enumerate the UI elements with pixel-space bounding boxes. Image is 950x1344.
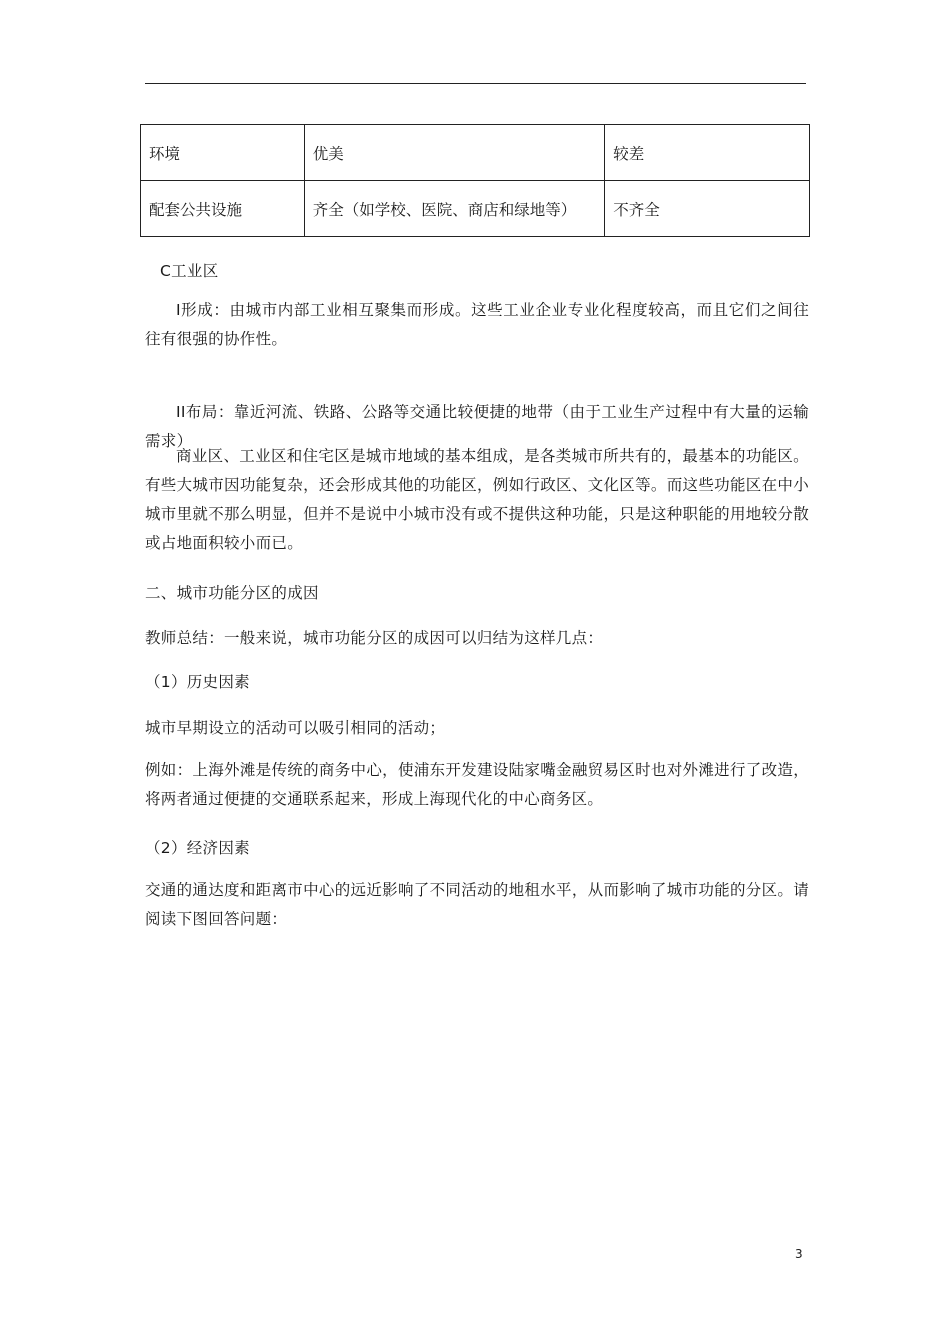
factor-2-heading: （2）经济因素 — [145, 839, 250, 857]
table-cell: 齐全（如学校、医院、商店和绿地等） — [304, 181, 605, 237]
paragraph-factor-2: 交通的通达度和距离市中心的远近影响了不同活动的地租水平，从而影响了城市功能的分区。请阅读下图回答问题： — [145, 881, 809, 928]
table-cell: 优美 — [304, 125, 605, 181]
table-cell: 配套公共设施 — [141, 181, 305, 237]
paragraph-layout: II布局：靠近河流、铁路、公路等交通比较便捷的地带（由于工业生产过程中有大量的运输需求） — [145, 403, 809, 450]
header-rule — [145, 83, 806, 84]
table-row — [141, 181, 810, 237]
table-cell: 较差 — [605, 125, 810, 181]
paragraph-teacher-summary: 教师总结：一般来说，城市功能分区的成因可以归结为这样几点： — [145, 629, 604, 647]
paragraph-summary: 商业区、工业区和住宅区是城市地域的基本组成，是各类城市所共有的，最基本的功能区。有些大城市因功能复杂，还会形成其他的功能区，例如行政区、文化区等。而这些功能区在中小城市里就不那么明显，但并不是说中小城市没有或不提供这种功能，只是这种职能的用地较分散或占地面积较小而已。 — [145, 447, 809, 552]
table-cell: 不齐全 — [605, 181, 810, 237]
page-number: 3 — [795, 1247, 803, 1261]
factor-1-heading: （1）历史因素 — [145, 673, 250, 691]
section-heading-causes: 二、城市功能分区的成因 — [145, 584, 319, 602]
table-row — [141, 125, 810, 181]
section-heading-industrial: C工业区 — [160, 262, 219, 280]
comparison-table — [140, 124, 810, 237]
paragraph-formation: I形成：由城市内部工业相互聚集而形成。这些工业企业专业化程度较高，而且它们之间往往有很强的协作性。 — [145, 301, 809, 348]
factor-1-text: 城市早期设立的活动可以吸引相同的活动； — [145, 719, 446, 737]
table-cell: 环境 — [141, 125, 305, 181]
paragraph-example: 例如：上海外滩是传统的商务中心，使浦东开发建设陆家嘴金融贸易区时也对外滩进行了改造，将两者通过便捷的交通联系起来，形成上海现代化的中心商务区。 — [145, 761, 809, 808]
